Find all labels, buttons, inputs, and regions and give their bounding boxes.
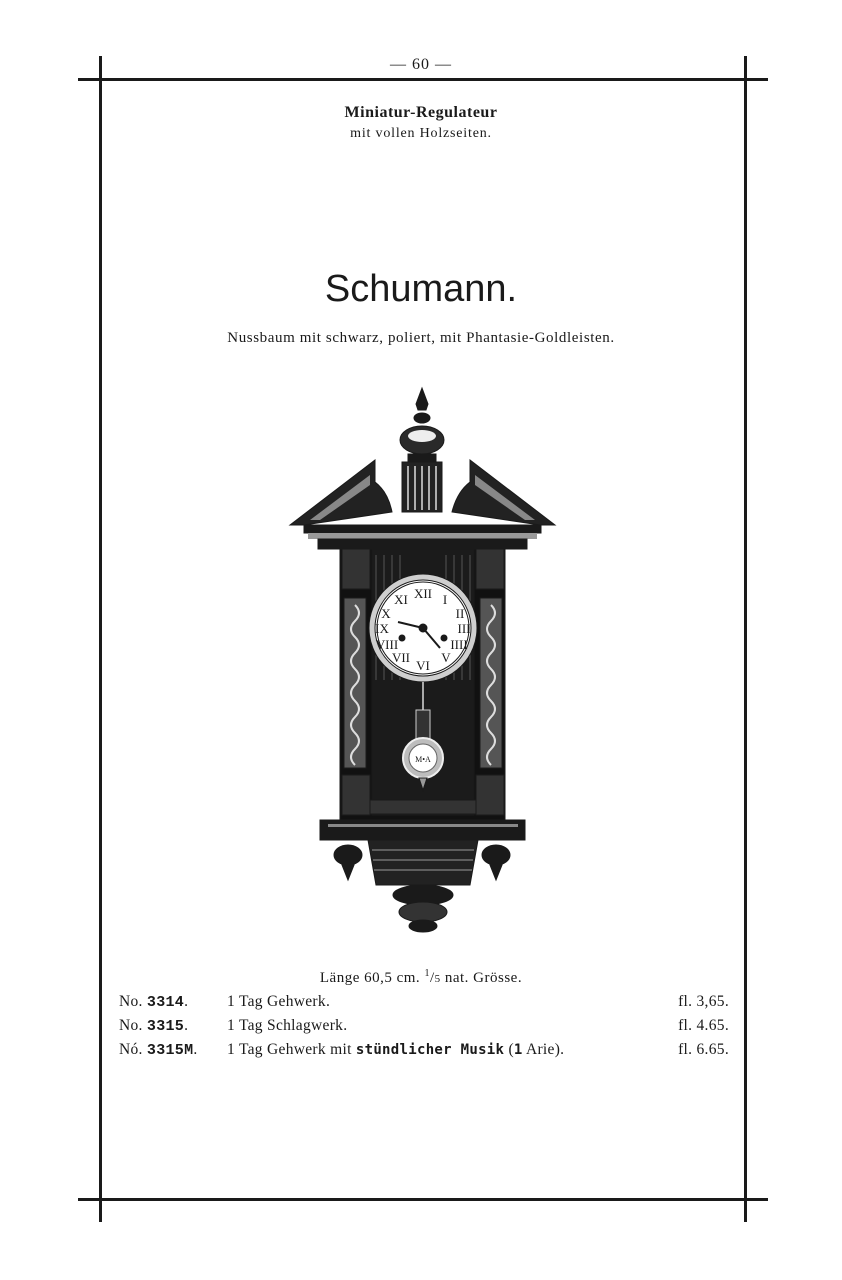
item-description	[227, 993, 330, 1011]
top-rule	[78, 78, 768, 81]
price-row	[119, 1041, 729, 1065]
price-row	[119, 1017, 729, 1041]
svg-text:VI: VI	[416, 658, 430, 673]
svg-text:III: III	[457, 621, 471, 636]
item-number	[119, 993, 188, 1011]
item-text-mid: (	[504, 1041, 514, 1058]
clock-illustration	[280, 380, 565, 940]
svg-text:XI: XI	[394, 592, 408, 607]
item-number-value: 3314	[146, 994, 185, 1011]
item-dot: .	[193, 1041, 198, 1058]
model-description: Nussbaum mit schwarz, poliert, mit Phantasie-Goldleisten.	[227, 330, 615, 346]
price-row	[119, 993, 729, 1017]
caption-prefix: Länge 60,5 cm.	[319, 970, 425, 986]
item-number	[119, 1017, 188, 1035]
price-list	[119, 993, 729, 1065]
svg-text:IIII: IIII	[450, 637, 468, 652]
item-description	[227, 1041, 564, 1059]
item-text: 1 Tag Gehwerk.	[227, 993, 331, 1010]
item-price: fl. 6.65.	[678, 1041, 729, 1058]
svg-text:II: II	[455, 606, 465, 621]
svg-text:XII: XII	[413, 586, 433, 601]
section-subtitle: mit vollen Holzseiten.	[350, 126, 492, 141]
svg-text:VII: VII	[391, 650, 411, 665]
svg-text:V: V	[441, 650, 451, 665]
caption-fraction-denominator: 5	[434, 973, 441, 985]
item-dot: .	[184, 993, 189, 1010]
item-prefix: No.	[119, 993, 143, 1010]
page-number: — 60 —	[390, 56, 452, 73]
item-number	[119, 1041, 198, 1059]
item-prefix: Nó.	[119, 1041, 143, 1058]
svg-text:IX: IX	[375, 621, 389, 636]
svg-text:I: I	[442, 592, 448, 607]
item-text: 1 Tag Schlagwerk.	[227, 1017, 348, 1034]
caption-fraction-numerator: 1	[424, 968, 430, 979]
item-number-value: 3315	[146, 1018, 185, 1035]
section-title: Miniatur-Regulateur	[344, 104, 498, 121]
svg-text:VIII: VIII	[375, 637, 399, 652]
item-prefix: No.	[119, 1017, 143, 1034]
item-text-bold: stündlicher Musik	[355, 1042, 505, 1058]
left-rule	[99, 56, 102, 1222]
item-text: 1 Tag Gehwerk mit	[227, 1041, 356, 1058]
model-name: Schumann.	[324, 268, 518, 310]
bottom-rule	[78, 1198, 768, 1201]
caption-suffix: nat. Grösse.	[440, 970, 523, 986]
pendulum-mark: M•A	[415, 755, 431, 764]
item-price: fl. 3,65.	[678, 993, 729, 1010]
right-rule	[744, 56, 747, 1222]
item-description	[227, 1017, 347, 1035]
item-text-after: Arie).	[522, 1041, 565, 1058]
item-dot: .	[184, 1017, 189, 1034]
svg-text:X: X	[381, 606, 391, 621]
item-text-bold2: 1	[513, 1042, 523, 1058]
figure-caption: Länge 60,5 cm. $^1$/5 nat. Grösse.	[319, 968, 523, 986]
item-price: fl. 4.65.	[678, 1017, 729, 1034]
item-number-value: 3315M	[146, 1042, 194, 1059]
